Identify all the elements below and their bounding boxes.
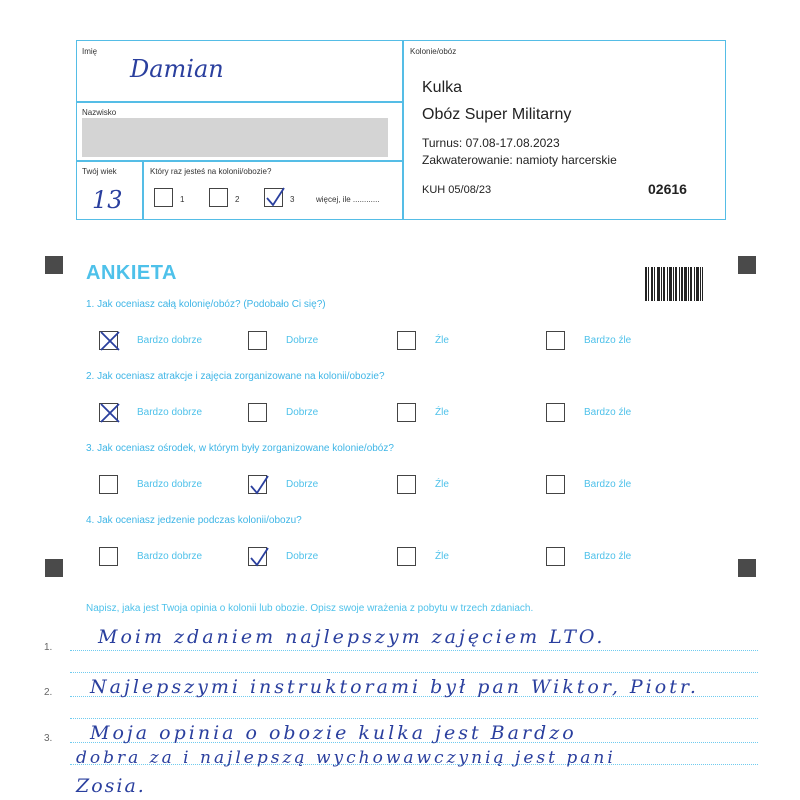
registration-marker [45,256,63,274]
answer-option-label: Bardzo dobrze [137,479,203,490]
answer-option-label: Dobrze [286,335,319,346]
question-1: 1. Jak oceniasz całą kolonię/obóz? (Podobało Ci się?) [86,299,326,310]
answer-checkbox[interactable] [248,331,267,350]
answer-checkbox[interactable] [248,547,267,566]
registration-marker [738,559,756,577]
name-value[interactable]: Damian [130,55,224,83]
check-mark-icon [246,472,272,498]
name-divider [76,101,402,103]
answer-checkbox[interactable] [397,331,416,350]
surname-label: Nazwisko [82,108,117,117]
opinion-line-2[interactable]: Najlepszymi instruktorami był pan Wiktor, Piotr. [90,676,699,698]
check-mark-icon [262,185,288,211]
check-mark-icon [97,328,123,354]
age-divider [142,160,144,220]
answer-option-label: Źle [435,479,449,490]
answer-checkbox[interactable] [397,475,416,494]
turnus: Turnus: 07.08-17.08.2023 [422,136,560,150]
answer-option-label: Bardzo dobrze [137,407,203,418]
answer-option-label: Źle [435,407,449,418]
opinion-line-5[interactable]: Zosia. [76,775,146,797]
age-label: Twój wiek [82,167,117,176]
registration-marker [738,256,756,274]
registration-marker [45,559,63,577]
times-checkbox-1[interactable] [154,188,173,207]
check-mark-icon [246,544,272,570]
answer-checkbox[interactable] [99,547,118,566]
answer-option-label: Źle [435,551,449,562]
line-number-1: 1. [44,642,53,653]
camp-label: Kolonie/obóz [410,47,457,56]
name-label: Imię [82,47,98,56]
answer-option-label: Bardzo źle [584,335,632,346]
answer-checkbox[interactable] [397,403,416,422]
writing-line [70,718,758,719]
camp-name: Kulka [422,79,463,96]
answer-option-label: Dobrze [286,479,319,490]
answer-checkbox[interactable] [99,331,118,350]
answer-checkbox[interactable] [546,547,565,566]
header-divider [402,40,404,220]
times-option-1: 1 [180,195,185,204]
camp-code: KUH 05/08/23 [422,184,492,196]
opinion-line-1[interactable]: Moim zdaniem najlepszym zajęciem LTO. [98,626,606,648]
form-number: 02616 [648,181,687,197]
answer-option-label: Bardzo źle [584,407,632,418]
camp-type: Obóz Super Militarny [422,106,572,123]
answer-option-label: Źle [435,335,449,346]
answer-checkbox[interactable] [546,475,565,494]
answer-checkbox[interactable] [248,475,267,494]
answer-option-label: Bardzo dobrze [137,335,203,346]
check-mark-icon [97,400,123,426]
opinion-line-4[interactable]: dobra za i najlepszą wychowawczynią jest pani [76,748,616,768]
answer-option-label: Bardzo źle [584,551,632,562]
line-number-2: 2. [44,687,53,698]
age-value[interactable]: 13 [92,186,123,214]
opinion-line-3[interactable]: Moja opinia o obozie kulka jest Bardzo [90,722,577,744]
answer-option-label: Dobrze [286,407,319,418]
barcode-icon [645,267,703,301]
answer-option-label: Bardzo dobrze [137,551,203,562]
opinion-prompt: Napisz, jaka jest Twoja opinia o kolonii lub obozie. Opisz swoje wrażenia z pobytu w trzech zdaniach. [86,603,534,614]
surname-divider [76,160,402,162]
answer-checkbox[interactable] [99,403,118,422]
answer-option-label: Bardzo źle [584,479,632,490]
times-label: Który raz jesteś na kolonii/obozie? [150,167,272,176]
answer-option-label: Dobrze [286,551,319,562]
question-3: 3. Jak oceniasz ośrodek, w którym były zorganizowane kolonie/obóz? [86,443,394,454]
answer-checkbox[interactable] [546,331,565,350]
times-more-label: więcej, ile ............ [316,195,380,204]
writing-line [70,650,758,651]
question-2: 2. Jak oceniasz atrakcje i zajęcia zorganizowane na kolonii/obozie? [86,371,385,382]
accommodation: Zakwaterowanie: namioty harcerskie [422,153,617,167]
times-checkbox-3[interactable] [264,188,283,207]
times-option-3: 3 [290,195,295,204]
answer-checkbox[interactable] [397,547,416,566]
line-number-3: 3. [44,733,53,744]
answer-checkbox[interactable] [546,403,565,422]
answer-checkbox[interactable] [248,403,267,422]
surname-redaction [82,118,388,157]
answer-checkbox[interactable] [99,475,118,494]
survey-title: ANKIETA [86,262,177,284]
question-4: 4. Jak oceniasz jedzenie podczas kolonii/obozu? [86,515,302,526]
times-option-2: 2 [235,195,240,204]
times-checkbox-2[interactable] [209,188,228,207]
writing-line [70,672,758,673]
